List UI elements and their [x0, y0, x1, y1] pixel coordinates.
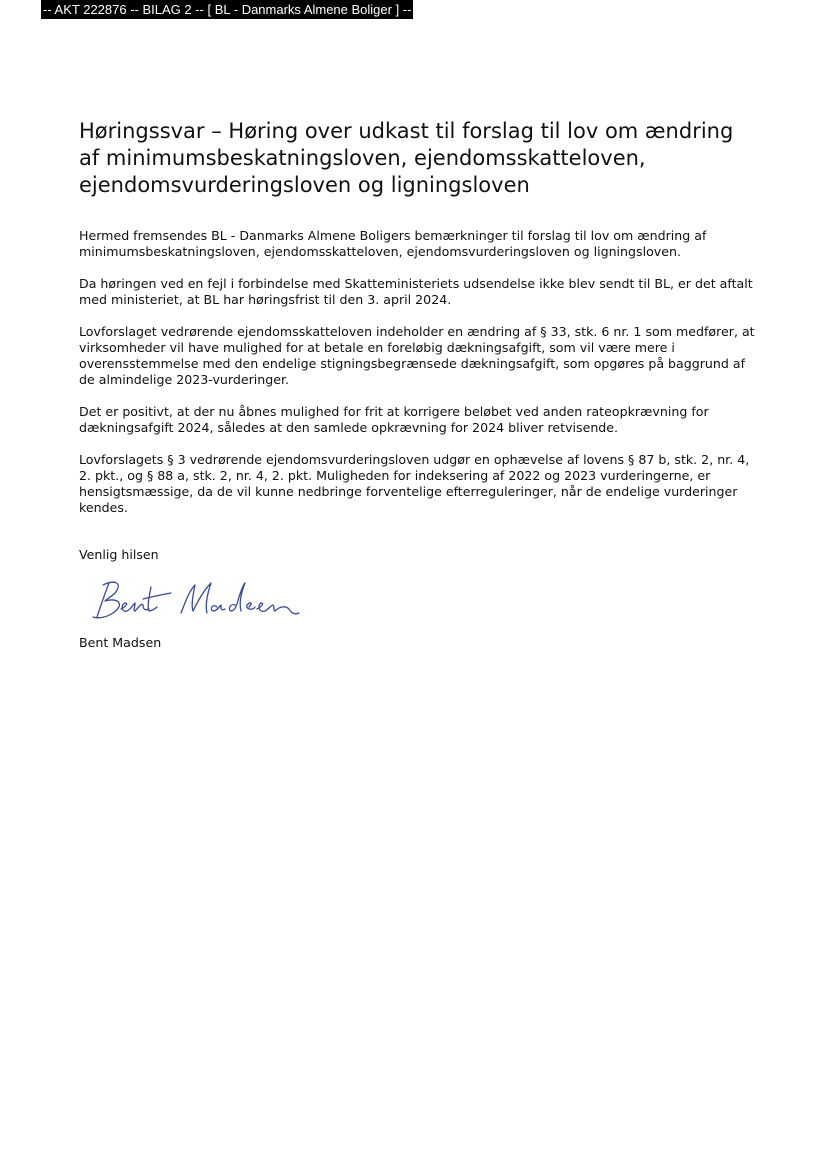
document-page [79, 118, 759, 651]
document-title: Høringssvar – Høring over udkast til forslag til lov om ændring af minimumsbeskatningsloven, ejendomsskatteloven, ejendomsvurderingsloven og ligningsloven [79, 119, 734, 197]
document-body [79, 228, 759, 516]
paragraph-ejendomsskat: Lovforslaget vedrørende ejendomsskatteloven indeholder en ændring af § 33, stk. 6 nr. 1 som medfører, at virksomheder vil have mulighed for at betale en foreløbig dækningsafgift, som vil være mere i overensstemmelse med den endelige stigningsbegrænsede dækningsafgift, som opgøres på baggrund af de almindelige 2023-vurderinger. [79, 324, 755, 387]
header-stamp: -- AKT 222876 -- BILAG 2 -- [ BL - Danmarks Almene Boliger ] -- [43, 2, 412, 17]
signer-name: Bent Madsen [79, 635, 162, 650]
signature-image [89, 577, 309, 627]
paragraph-vurdering: Lovforslagets § 3 vedrørende ejendomsvurderingsloven udgør en ophævelse af lovens § 87 b, stk. 2, nr. 4, 2. pkt., og § 88 a, stk. 2, nr. 4, 2. pkt. Muligheden for indeksering af 2022 og 2023 vurderingerne, er hensigtsmæssige, da de vil kunne nedbringe forventelige efterreguleringer, når de endelige vurderinger kendes. [79, 452, 750, 515]
paragraph-intro: Hermed fremsendes BL - Danmarks Almene Boligers bemærkninger til forslag til lov om ændring af minimumsbeskatningsloven, ejendomsskatteloven, ejendomsvurderingsloven og ligningsloven. [79, 228, 707, 259]
paragraph-deadline: Da høringen ved en fejl i forbindelse med Skatteministeriets udsendelse ikke blev sendt til BL, er det aftalt med ministeriet, at BL har høringsfrist til den 3. april 2024. [79, 276, 753, 307]
closing-greeting: Venlig hilsen [79, 547, 159, 562]
paragraph-positive: Det er positivt, at der nu åbnes mulighed for frit at korrigere beløbet ved anden rateopkrævning for dækningsafgift 2024, således at den samlede opkrævning for 2024 bliver retvisende. [79, 404, 709, 435]
